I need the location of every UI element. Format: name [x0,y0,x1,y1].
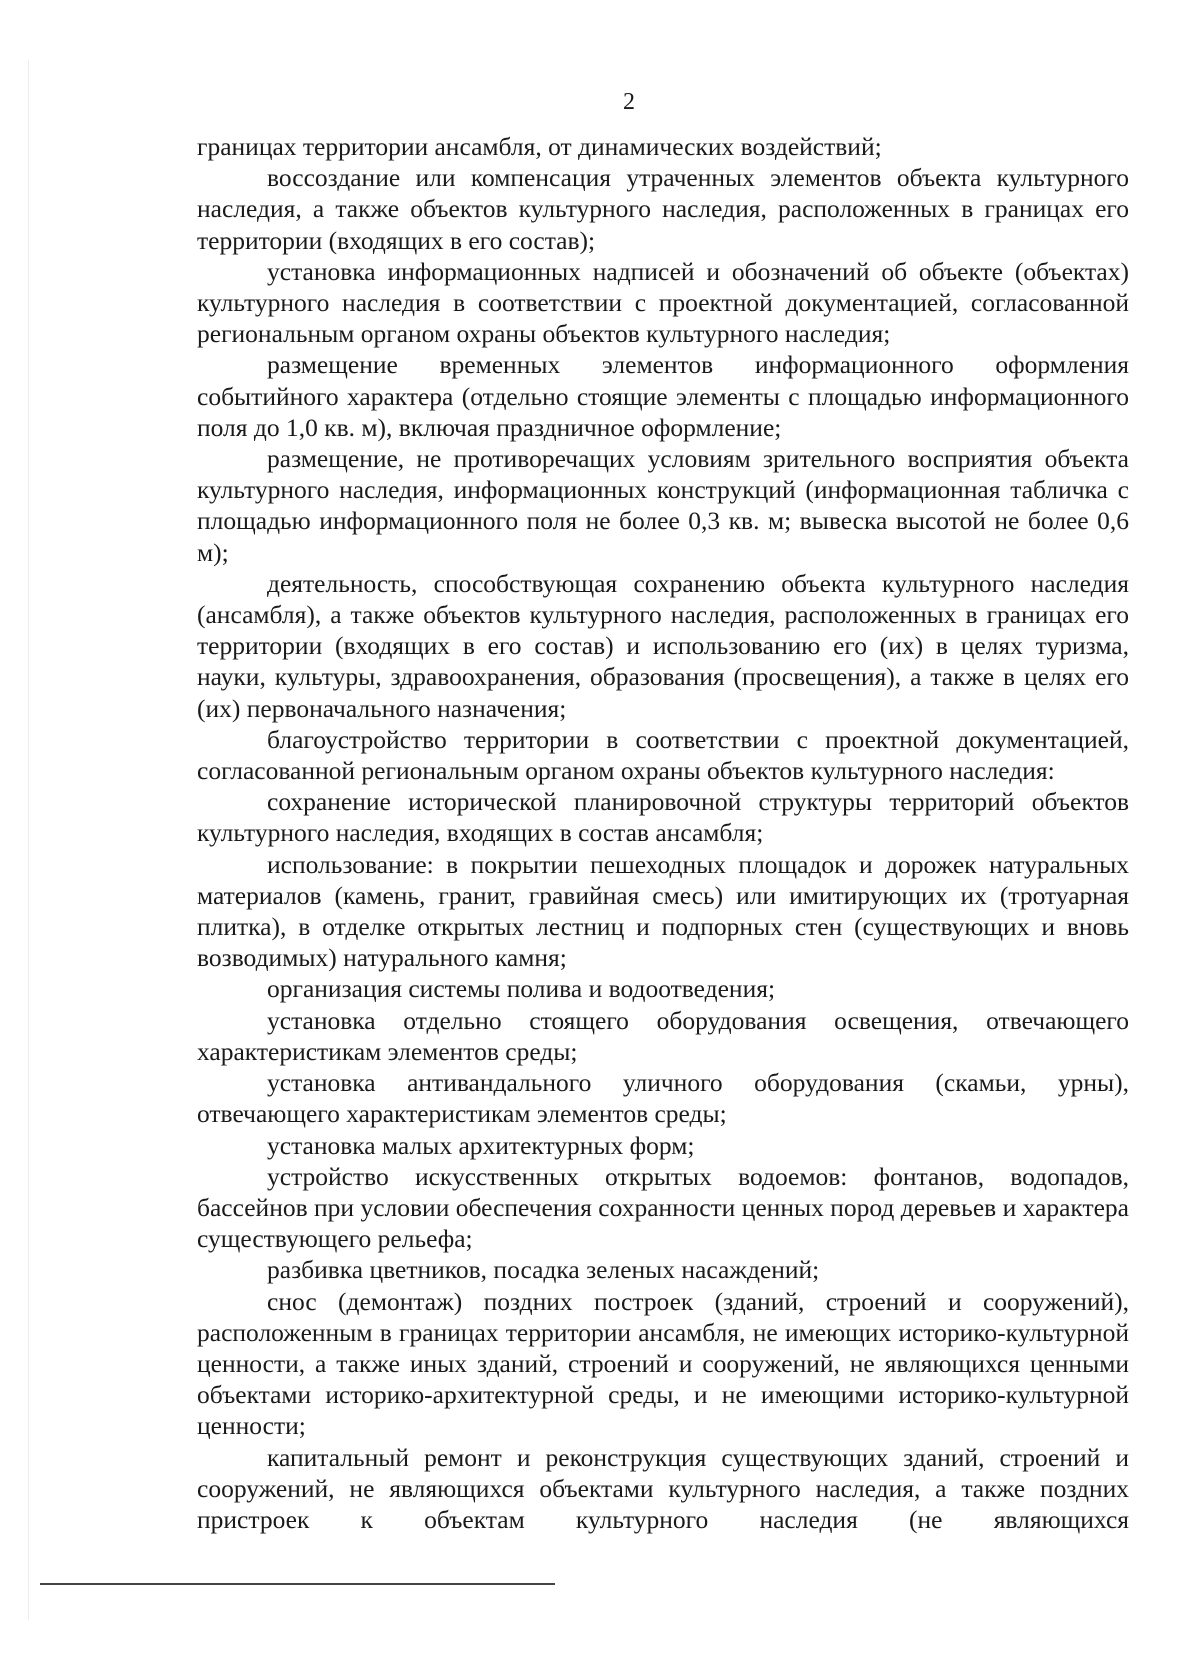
paragraph: разбивка цветников, посадка зеленых насаждений; [267,1255,820,1285]
paragraph: размещение временных элементов информационного оформления событийного характера (отдельно стоящие элементы с площадью информационного поля до 1,0 кв. м), включая праздничное оформление; [197,350,1129,442]
paragraph: капитальный ремонт и реконструкция существующих зданий, строений и сооружений, не являющихся объектами культурного наследия, а также поздних пристроек к объектам культурного наследия (не являющихся [197,1442,1129,1534]
paragraph: благоустройство территории в соответствии с проектной документацией, согласованной региональным органом охраны объектов культурного наследия: [197,724,1129,786]
paragraph: устройство искусственных открытых водоемов: фонтанов, водопадов, бассейнов при условии обеспечения сохранности ценных пород деревьев и характера существующего рельефа; [197,1161,1129,1254]
paragraph: установка информационных надписей и обозначений об объекте (объектах) культурного наследия в соответствии с проектной документацией, согласованной региональным органом охраны объектов культурного наследия; [197,256,1129,349]
paragraph: размещение, не противоречащих условиям зрительного восприятия объекта культурного наследия, информационных конструкций (информационная табличка с площадью информационного поля не более 0,3 кв. м; вывеска высотой не более 0,6 м); [197,444,1129,567]
scan-edge-shadow [28,60,29,1620]
footer-rule [40,1583,555,1585]
paragraph: снос (демонтаж) поздних построек (зданий, строений и сооружений), расположенным в границах территории ансамбля, не имеющих историко-культурной ценности, а также иных зданий, строений и сооружений, не являющихся ценными объектами историко-архитектурной среды, и не имеющими историко-культурной ценности; [197,1286,1129,1441]
paragraph: границах территории ансамбля, от динамических воздействий; [197,132,882,161]
paragraph: использование: в покрытии пешеходных площадок и дорожек натуральных материалов (камень, гранит, гравийная смесь) или имитирующих их (тротуарная плитка), в отделке открытых лестниц и подпорных стен (существующих и вновь возводимых) натурального камня; [197,849,1129,973]
paragraph: сохранение исторической планировочной структуры территорий объектов культурного наследия, входящих в состав ансамбля; [197,787,1129,848]
page-number: 2 [623,89,635,115]
paragraph: установка отдельно стоящего оборудования освещения, отвечающего характеристикам элементов среды; [197,1005,1129,1066]
paragraph: установка малых архитектурных форм; [267,1130,695,1160]
document-body [197,131,1129,1535]
paragraph: установка антивандального уличного оборудования (скамьи, урны), отвечающего характеристикам элементов среды; [197,1068,1129,1129]
paragraph: организация системы полива и водоотведения; [267,974,776,1004]
paragraph: деятельность, способствующая сохранению объекта культурного наследия (ансамбля), а также объектов культурного наследия, расположенных в границах его территории (входящих в его состав) и использованию его (их) в целях туризма, науки, культуры, здравоохранения, образования (просвещения), а также в целях его (их) первоначального назначения; [197,568,1129,723]
paragraph: воссоздание или компенсация утраченных элементов объекта культурного наследия, а также объектов культурного наследия, расположенных в границах его территории (входящих в его состав); [197,163,1129,255]
